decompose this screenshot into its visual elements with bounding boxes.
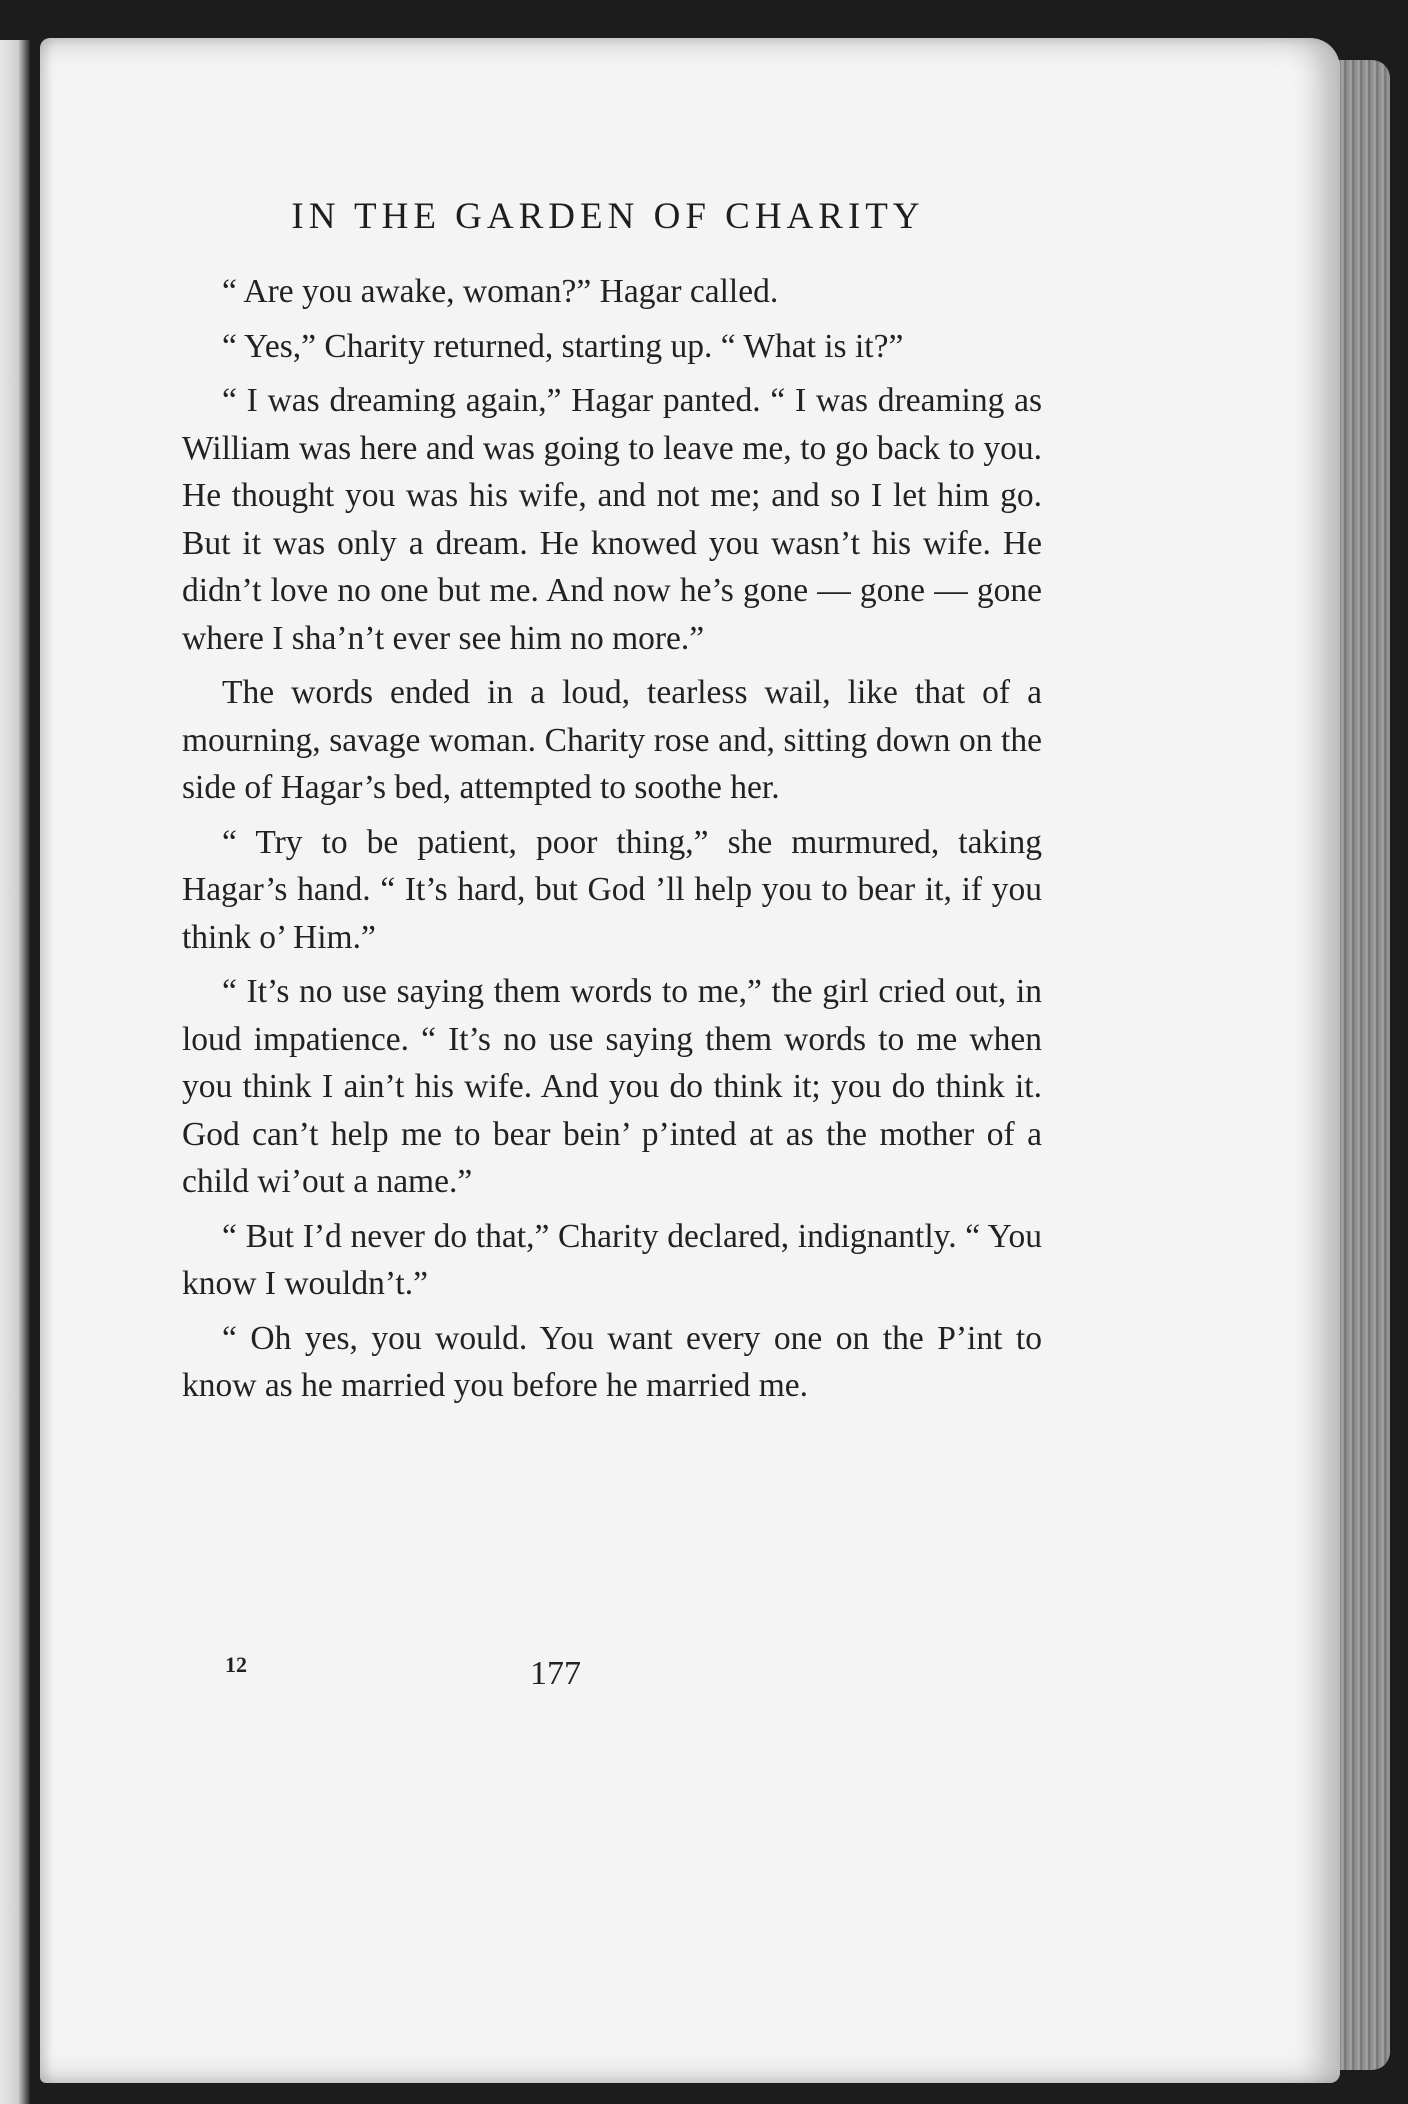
paragraph: “ I was dreaming again,” Hagar panted. “ I was dreaming as William was here and was going to leave me, to go back to you. He thought you was his wife, and not me; and so I let him go. But it was only a dream. He knowed you wasn’t his wife. He didn’t love no one but me. And now he’s gone — gone — gone where I sha’n’t ever see him no more.” xyxy=(182,382,1042,657)
paragraph: The words ended in a loud, tearless wail, like that of a mourning, savage woman. Charity rose and, sitting down on the side of Hagar’s bed, attempted to soothe her. xyxy=(182,674,1042,806)
signature-mark: 12 xyxy=(225,1652,247,1677)
paragraph: “ Yes,” Charity returned, starting up. “ What is it?” xyxy=(222,327,904,365)
paragraph: “ But I’d never do that,” Charity declared, indignantly. “ You know I wouldn’t.” xyxy=(182,1217,1042,1302)
paragraph: “ Try to be patient, poor thing,” she murmured, taking Hagar’s hand. “ It’s hard, but God ’ll help you to bear it, if you think o’ Him.” xyxy=(182,823,1042,956)
body-text xyxy=(182,268,1042,1417)
left-page-edge xyxy=(0,40,30,2104)
paragraph: “ Oh yes, you would. You want every one on the P’int to know as he married you before he married me. xyxy=(182,1319,1042,1404)
paragraph: “ It’s no use saying them words to me,” the girl cried out, in loud impatience. “ It’s no use saying them words to me when you think I ain’t his wife. And you do think it; you do think it. God can’t help me to bear bein’ p’inted at as the mother of a child wi’out a name.” xyxy=(182,973,1042,1200)
running-head: IN THE GARDEN OF CHARITY xyxy=(291,196,925,237)
paragraph: “ Are you awake, woman?” Hagar called. xyxy=(222,273,779,310)
page-number: 177 xyxy=(530,1655,581,1692)
